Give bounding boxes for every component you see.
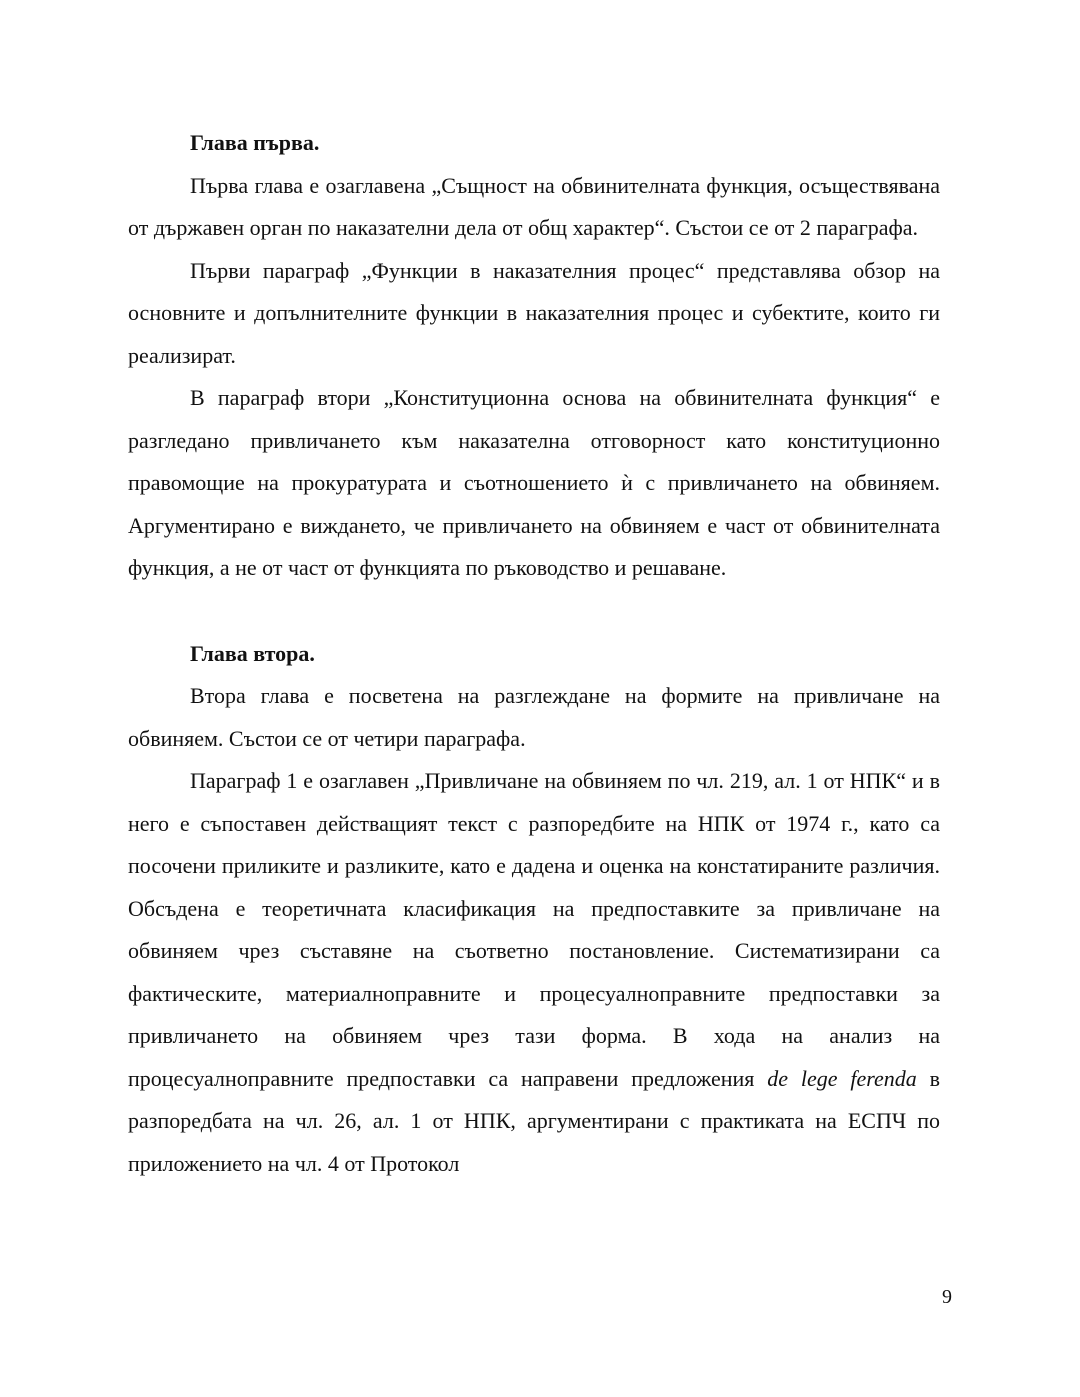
- paragraph-text-before-italic: Параграф 1 е озаглавен „Привличане на обвиняем по чл. 219, ал. 1 от НПК“ и в него е съпоставен действащият текст с разпоредбите на НПК от 1974 г., като са посочени приликите и разликите, като е дадена и оценка на констатираните различия. Обсъдена е теоретичната класификация на предпоставките за привличане на обвиняем чрез съставяне на съответно постановление. Систематизирани са фактическите, материалноправните и процесуалноправните предпоставки за привличането на обвиняем чрез тази форма. В хода на анализ на процесуалноправните предпоставки са направени предложения: [128, 768, 940, 1091]
- chapter-one-paragraph-2: Първи параграф „Функции в наказателния процес“ представлява обзор на основните и допълнителните функции в наказателния процес и субектите, които ги реализират.: [128, 257, 940, 368]
- page-number: 9: [942, 1286, 952, 1308]
- chapter-one: [128, 122, 940, 590]
- chapter-two-paragraph-1: Втора глава е посветена на разглеждане на формите на привличане на обвиняем. Състои се от четири параграфа.: [128, 683, 940, 751]
- chapter-one-paragraph-1: Първа глава е озаглавена „Същност на обвинителната функция, осъществявана от държавен орган по наказателни дела от общ характер“. Състои се от 2 параграфа.: [128, 172, 940, 240]
- paragraph-text-after-italic: в разпоредбата на чл. 26, ал. 1 от НПК, аргументирани с практиката на ЕСПЧ по приложението на чл. 4 от Протокол: [128, 1065, 941, 1176]
- chapter-two-paragraph-2: [128, 760, 940, 1185]
- chapter-two-title: Глава втора.: [190, 640, 315, 666]
- chapter-one-paragraph-3: В параграф втори „Конституционна основа на обвинителната функция“ е разгледано привличането към наказателна отговорност като конституционно правомощие на прокуратурата и съотношението ѝ с привличането на обвиняем. Аргументирано е виждането, че привличането на обвиняем е част от обвинителната функция, а не от част от функцията по ръководство и решаване.: [128, 385, 940, 580]
- chapter-two: [128, 633, 940, 1186]
- italic-latin-term: de lege ferenda: [767, 1065, 917, 1091]
- chapter-one-title: Глава първа.: [190, 130, 320, 155]
- document-page: [128, 122, 940, 1185]
